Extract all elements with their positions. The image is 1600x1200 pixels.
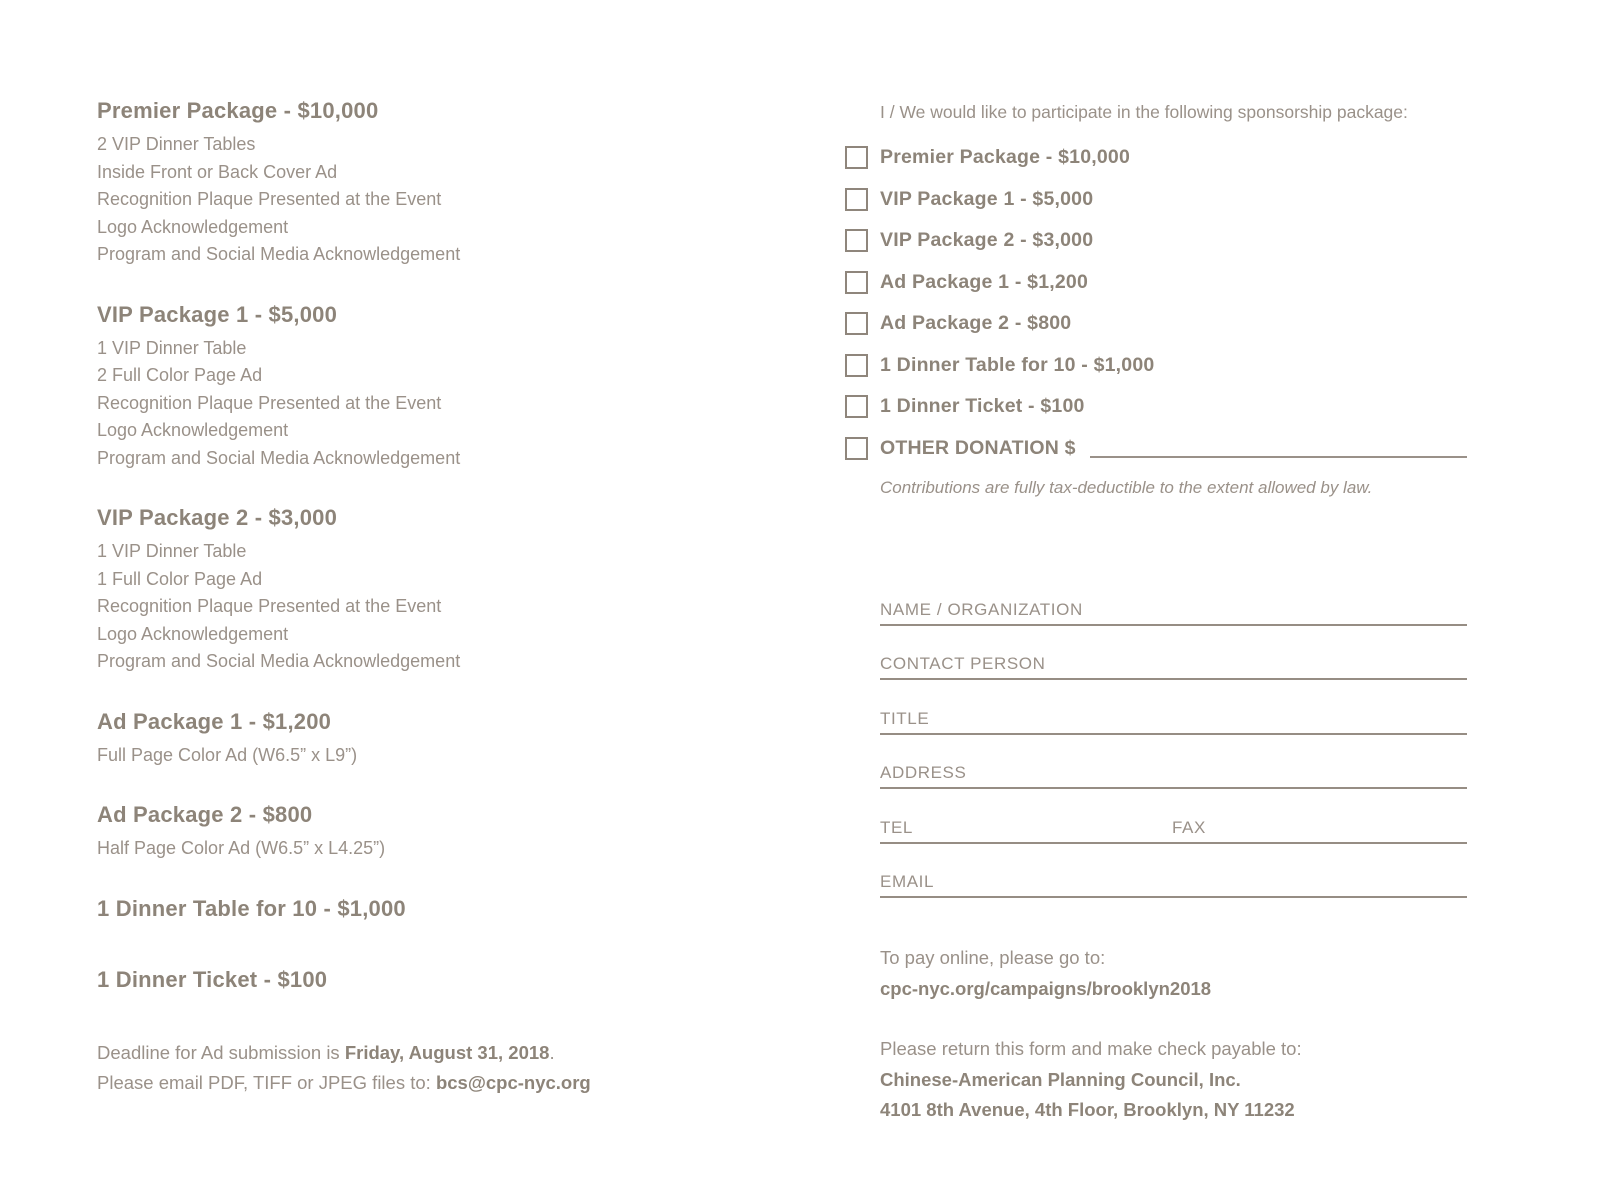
package-section (97, 802, 717, 863)
package-benefit: Recognition Plaque Presented at the Event (97, 392, 442, 413)
deadline-date: Friday, August 31, 2018 (344, 1041, 550, 1063)
field-label: EMAIL (880, 872, 935, 891)
package-benefit: 2 Full Color Page Ad (97, 365, 263, 385)
option-label: VIP Package 1 - $5,000 (880, 187, 1094, 210)
contact-field-address[interactable] (880, 735, 1467, 790)
form-intro: I / We would like to participate in the following sponsorship package: (880, 102, 1408, 122)
sponsorship-option-row (845, 229, 1470, 252)
option-checkbox[interactable] (845, 354, 868, 377)
email-files-text: Please email PDF, TIFF or JPEG files to: (97, 1072, 436, 1093)
package-section (97, 967, 717, 993)
option-checkbox[interactable] (845, 437, 868, 460)
deadline-text: Deadline for Ad submission is (97, 1041, 345, 1063)
option-label: Ad Package 2 - $800 (880, 312, 1072, 334)
package-section (97, 896, 717, 922)
sponsorship-option-row (845, 354, 1470, 377)
package-benefit: Recognition Plaque Presented at the Event (97, 596, 442, 616)
package-benefit: Program and Social Media Acknowledgement (97, 651, 461, 671)
field-label: TEL (880, 817, 913, 837)
option-label: 1 Dinner Table for 10 - $1,000 (880, 353, 1155, 376)
package-title: VIP Package 1 - $5,000 (97, 301, 338, 327)
check-intro: Please return this form and make check payable to: (880, 1038, 1302, 1059)
other-donation-amount-line[interactable] (1090, 439, 1467, 458)
package-benefit: Program and Social Media Acknowledgement (97, 244, 461, 264)
package-benefit: 1 VIP Dinner Table (97, 337, 247, 358)
option-checkbox[interactable] (845, 188, 868, 211)
payment-info (880, 943, 1470, 1126)
package-section (97, 302, 717, 473)
check-payee: Chinese-American Planning Council, Inc. (880, 1068, 1241, 1090)
contact-field-tel[interactable] (880, 789, 1467, 844)
option-checkbox[interactable] (845, 395, 868, 418)
option-checkbox[interactable] (845, 146, 868, 169)
option-label: VIP Package 2 - $3,000 (880, 229, 1094, 251)
contact-field-email[interactable] (880, 844, 1467, 899)
package-benefit: Logo Acknowledgement (97, 216, 289, 237)
check-address: 4101 8th Avenue, 4th Floor, Brooklyn, NY 11232 (880, 1099, 1295, 1120)
option-label: Premier Package - $10,000 (880, 146, 1131, 168)
package-title: 1 Dinner Table for 10 - $1,000 (97, 895, 406, 921)
package-title: 1 Dinner Ticket - $100 (97, 966, 328, 992)
deadline-line (97, 1038, 717, 1069)
field-label: NAME / ORGANIZATION (880, 599, 1083, 619)
option-label: 1 Dinner Ticket - $100 (880, 395, 1085, 417)
package-benefit: Logo Acknowledgement (97, 420, 289, 440)
pay-online-url: cpc-nyc.org/campaigns/brooklyn2018 (880, 977, 1212, 999)
package-benefit: Full Page Color Ad (W6.5” x L9”) (97, 744, 358, 765)
sponsorship-option-row (845, 437, 1470, 460)
sponsorship-option-row (845, 312, 1470, 335)
packages-column (97, 98, 717, 1099)
option-label: OTHER DONATION $ (880, 436, 1076, 459)
package-benefit: 1 Full Color Page Ad (97, 568, 263, 589)
tax-deductible-note: Contributions are fully tax-deductible to the extent allowed by law. (880, 478, 1373, 497)
contact-field-name-organization[interactable] (880, 571, 1467, 626)
submission-email: bcs@cpc-nyc.org (435, 1072, 591, 1093)
ad-submission-deadline-note (97, 1038, 717, 1099)
field-label: TITLE (880, 708, 930, 728)
package-section (97, 98, 717, 269)
package-benefit: Program and Social Media Acknowledgement (97, 447, 461, 468)
package-title: Ad Package 2 - $800 (97, 802, 313, 827)
packages-list (97, 98, 717, 993)
form-column (845, 102, 1470, 1126)
package-benefit: 1 VIP Dinner Table (97, 541, 247, 561)
package-section (97, 505, 717, 676)
sponsorship-option-row (845, 395, 1470, 418)
package-benefit: Logo Acknowledgement (97, 623, 289, 644)
option-label: Ad Package 1 - $1,200 (880, 270, 1088, 293)
option-checkbox[interactable] (845, 312, 868, 335)
email-files-line (97, 1068, 717, 1099)
package-benefit: Recognition Plaque Presented at the Event (97, 189, 442, 209)
package-benefit: Half Page Color Ad (W6.5” x L4.25”) (97, 838, 386, 858)
sponsorship-option-row (845, 271, 1470, 294)
package-title: Ad Package 1 - $1,200 (97, 708, 332, 734)
package-benefit: 2 VIP Dinner Tables (97, 134, 256, 154)
contact-field-title[interactable] (880, 680, 1467, 735)
option-checkbox[interactable] (845, 271, 868, 294)
option-checkbox[interactable] (845, 229, 868, 252)
package-benefit: Inside Front or Back Cover Ad (97, 161, 338, 182)
pay-online-intro: To pay online, please go to: (880, 947, 1106, 968)
field-label: CONTACT PERSON (880, 654, 1046, 673)
contact-field-contact-person[interactable] (880, 626, 1467, 681)
package-title: Premier Package - $10,000 (97, 98, 379, 123)
deadline-period: . (549, 1041, 555, 1063)
field-label: FAX (1172, 817, 1206, 837)
field-label: ADDRESS (880, 763, 967, 782)
sponsorship-option-row (845, 188, 1470, 211)
package-title: VIP Package 2 - $3,000 (97, 505, 338, 530)
contact-fields (880, 571, 1467, 898)
package-section (97, 709, 717, 770)
sponsorship-options-list (845, 146, 1470, 460)
sponsorship-option-row (845, 146, 1470, 169)
